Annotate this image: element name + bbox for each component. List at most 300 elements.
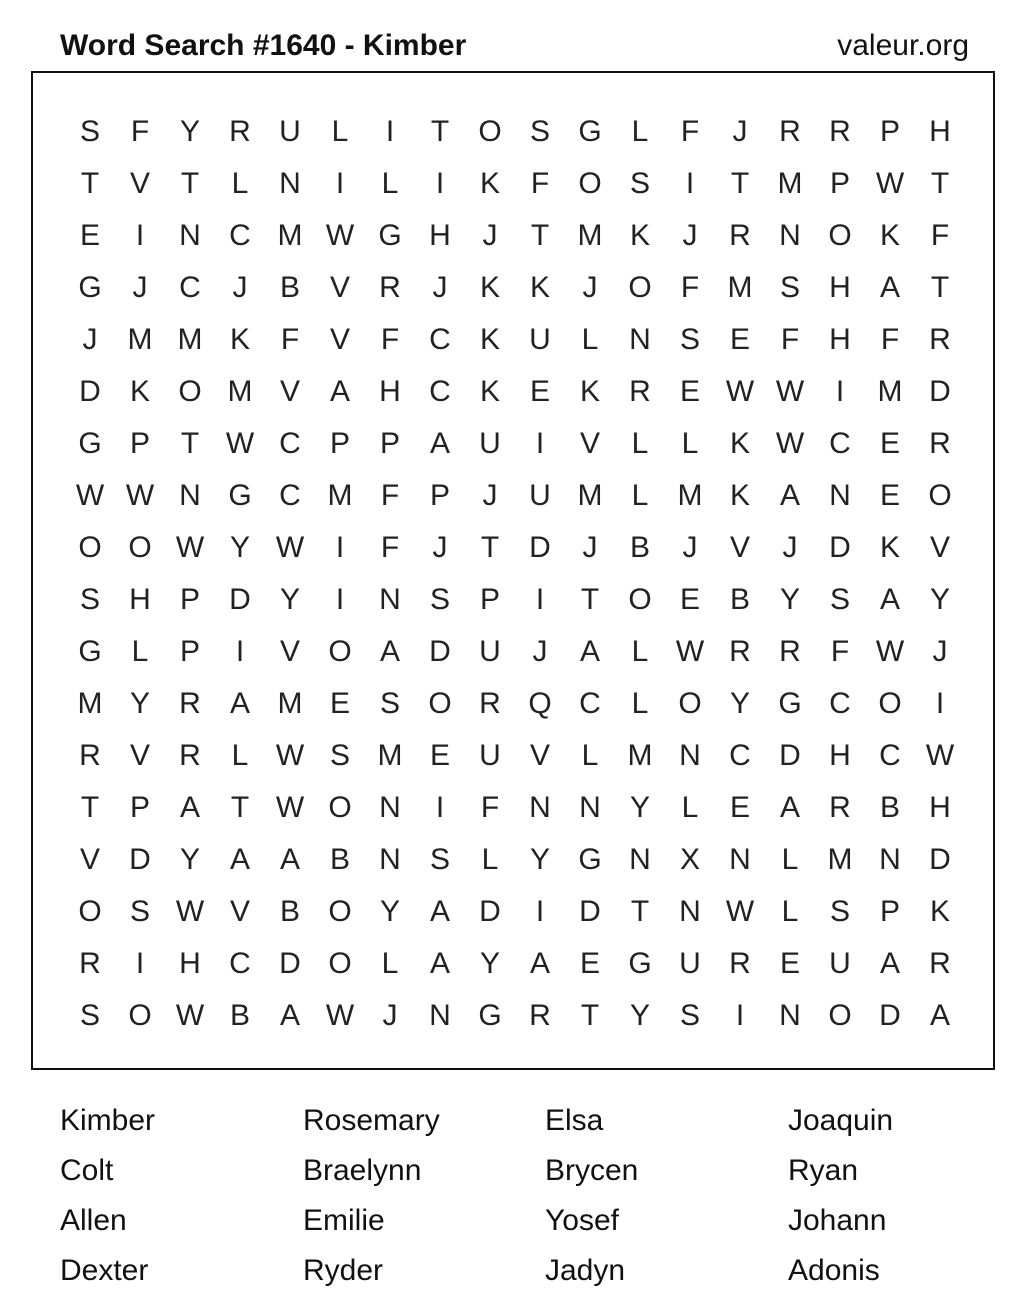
grid-cell[interactable]: O	[128, 999, 152, 1032]
grid-cell[interactable]: A	[279, 843, 300, 876]
grid-cell[interactable]: N	[629, 323, 651, 356]
grid-cell[interactable]: O	[78, 895, 102, 928]
grid-cell[interactable]: A	[879, 947, 900, 980]
grid-cell[interactable]: N	[729, 843, 751, 876]
grid-cell[interactable]: D	[79, 375, 101, 408]
grid-cell[interactable]: N	[629, 843, 651, 876]
grid-cell[interactable]: M	[227, 375, 253, 408]
grid-cell[interactable]: Y	[479, 947, 500, 980]
grid-cell[interactable]: W	[125, 479, 155, 512]
grid-cell[interactable]: N	[779, 999, 801, 1032]
grid-cell[interactable]: R	[929, 323, 951, 356]
grid-cell[interactable]: A	[879, 583, 900, 616]
grid-cell[interactable]: M	[577, 479, 603, 512]
grid-cell[interactable]: Y	[529, 843, 550, 876]
grid-cell[interactable]: N	[379, 843, 401, 876]
grid-cell[interactable]: O	[628, 583, 652, 616]
grid-cell[interactable]: W	[775, 375, 805, 408]
grid-cell[interactable]: O	[328, 895, 352, 928]
grid-cell[interactable]: E	[879, 427, 900, 460]
grid-cell[interactable]: L	[581, 739, 599, 772]
grid-cell[interactable]: W	[725, 375, 755, 408]
grid-cell[interactable]: N	[679, 739, 701, 772]
grid-cell[interactable]: N	[379, 791, 401, 824]
grid-cell[interactable]: Y	[229, 531, 250, 564]
grid-cell[interactable]: F	[480, 791, 500, 824]
grid-cell[interactable]: B	[279, 895, 300, 928]
grid-cell[interactable]: N	[179, 479, 201, 512]
grid-cell[interactable]: I	[335, 583, 345, 616]
grid-cell[interactable]: C	[729, 739, 751, 772]
grid-cell[interactable]: S	[379, 687, 400, 720]
grid-cell[interactable]: R	[229, 115, 251, 148]
grid-cell[interactable]: J	[482, 219, 498, 252]
grid-cell[interactable]: L	[631, 115, 649, 148]
grid-cell[interactable]: J	[682, 219, 698, 252]
grid-cell[interactable]: H	[179, 947, 201, 980]
grid-cell[interactable]: G	[578, 843, 602, 876]
grid-cell[interactable]: H	[829, 739, 851, 772]
grid-cell[interactable]: J	[132, 271, 148, 304]
grid-cell[interactable]: F	[680, 115, 700, 148]
grid-cell[interactable]: Y	[179, 115, 200, 148]
grid-cell[interactable]: Y	[729, 687, 750, 720]
grid-cell[interactable]: G	[78, 427, 102, 460]
grid-cell[interactable]: V	[329, 323, 350, 356]
grid-cell[interactable]: P	[179, 583, 200, 616]
grid-cell[interactable]: M	[577, 219, 603, 252]
grid-cell[interactable]: S	[79, 115, 100, 148]
grid-cell[interactable]: A	[229, 687, 250, 720]
grid-cell[interactable]: P	[879, 895, 900, 928]
grid-cell[interactable]: E	[879, 479, 900, 512]
grid-cell[interactable]: G	[378, 219, 402, 252]
grid-cell[interactable]: J	[82, 323, 98, 356]
grid-cell[interactable]: U	[479, 427, 501, 460]
grid-cell[interactable]: M	[827, 843, 853, 876]
grid-cell[interactable]: R	[629, 375, 651, 408]
grid-cell[interactable]: H	[829, 323, 851, 356]
grid-cell[interactable]: D	[929, 843, 951, 876]
grid-cell[interactable]: E	[579, 947, 600, 980]
grid-cell[interactable]: L	[381, 947, 399, 980]
grid-cell[interactable]: W	[225, 427, 255, 460]
grid-cell[interactable]: J	[682, 531, 698, 564]
grid-cell[interactable]: F	[530, 167, 550, 200]
grid-cell[interactable]: H	[929, 791, 951, 824]
grid-cell[interactable]: W	[675, 635, 705, 668]
grid-cell[interactable]: L	[331, 115, 349, 148]
grid-cell[interactable]: R	[929, 427, 951, 460]
grid-cell[interactable]: J	[782, 531, 798, 564]
grid-cell[interactable]: L	[231, 739, 249, 772]
grid-cell[interactable]: D	[829, 531, 851, 564]
grid-cell[interactable]: Y	[929, 583, 950, 616]
grid-cell[interactable]: N	[579, 791, 601, 824]
grid-cell[interactable]: R	[929, 947, 951, 980]
grid-cell[interactable]: W	[275, 531, 305, 564]
grid-cell[interactable]: I	[835, 375, 845, 408]
grid-cell[interactable]: O	[328, 947, 352, 980]
grid-cell[interactable]: N	[879, 843, 901, 876]
grid-cell[interactable]: D	[929, 375, 951, 408]
grid-cell[interactable]: R	[179, 739, 201, 772]
grid-cell[interactable]: R	[829, 115, 851, 148]
grid-cell[interactable]: W	[325, 999, 355, 1032]
grid-cell[interactable]: S	[429, 843, 450, 876]
grid-cell[interactable]: T	[730, 167, 750, 200]
grid-cell[interactable]: U	[679, 947, 701, 980]
grid-cell[interactable]: P	[479, 583, 500, 616]
grid-cell[interactable]: E	[679, 375, 700, 408]
grid-cell[interactable]: N	[429, 999, 451, 1032]
grid-cell[interactable]: D	[779, 739, 801, 772]
grid-cell[interactable]: B	[879, 791, 900, 824]
grid-cell[interactable]: W	[925, 739, 955, 772]
grid-cell[interactable]: T	[230, 791, 250, 824]
grid-cell[interactable]: L	[681, 427, 699, 460]
grid-cell[interactable]: W	[175, 531, 205, 564]
grid-cell[interactable]: O	[428, 687, 452, 720]
grid-cell[interactable]: F	[880, 323, 900, 356]
grid-cell[interactable]: V	[729, 531, 750, 564]
grid-cell[interactable]: O	[328, 635, 352, 668]
grid-cell[interactable]: R	[79, 947, 101, 980]
grid-cell[interactable]: A	[429, 947, 450, 980]
grid-cell[interactable]: S	[779, 271, 800, 304]
grid-cell[interactable]: H	[129, 583, 151, 616]
grid-cell[interactable]: A	[529, 947, 550, 980]
grid-cell[interactable]: J	[432, 271, 448, 304]
grid-cell[interactable]: V	[129, 739, 150, 772]
grid-cell[interactable]: Y	[779, 583, 800, 616]
grid-cell[interactable]: C	[429, 375, 451, 408]
grid-cell[interactable]: W	[875, 167, 905, 200]
grid-cell[interactable]: S	[429, 583, 450, 616]
grid-cell[interactable]: F	[130, 115, 150, 148]
grid-cell[interactable]: N	[779, 219, 801, 252]
grid-cell[interactable]: S	[629, 167, 650, 200]
grid-cell[interactable]: R	[479, 687, 501, 720]
grid-cell[interactable]: R	[179, 687, 201, 720]
grid-cell[interactable]: S	[129, 895, 150, 928]
grid-cell[interactable]: L	[631, 479, 649, 512]
grid-cell[interactable]: R	[79, 739, 101, 772]
grid-cell[interactable]: U	[279, 115, 301, 148]
grid-cell[interactable]: W	[275, 739, 305, 772]
grid-cell[interactable]: I	[435, 791, 445, 824]
grid-cell[interactable]: B	[729, 583, 750, 616]
grid-cell[interactable]: M	[177, 323, 203, 356]
grid-cell[interactable]: I	[135, 219, 145, 252]
grid-cell[interactable]: U	[479, 635, 501, 668]
grid-cell[interactable]: N	[179, 219, 201, 252]
grid-cell[interactable]: R	[529, 999, 551, 1032]
grid-cell[interactable]: O	[878, 687, 902, 720]
grid-cell[interactable]: J	[582, 531, 598, 564]
grid-cell[interactable]: R	[379, 271, 401, 304]
grid-cell[interactable]: T	[530, 219, 550, 252]
grid-cell[interactable]: H	[429, 219, 451, 252]
grid-cell[interactable]: E	[729, 791, 750, 824]
grid-cell[interactable]: E	[729, 323, 750, 356]
grid-cell[interactable]: I	[935, 687, 945, 720]
grid-cell[interactable]: N	[679, 895, 701, 928]
grid-cell[interactable]: O	[78, 531, 102, 564]
grid-cell[interactable]: J	[432, 531, 448, 564]
grid-cell[interactable]: L	[581, 323, 599, 356]
grid-cell[interactable]: O	[828, 219, 852, 252]
grid-cell[interactable]: V	[279, 635, 300, 668]
grid-cell[interactable]: J	[482, 479, 498, 512]
grid-cell[interactable]: P	[379, 427, 400, 460]
grid-cell[interactable]: A	[879, 271, 900, 304]
grid-cell[interactable]: M	[377, 739, 403, 772]
grid-cell[interactable]: T	[180, 427, 200, 460]
grid-cell[interactable]: U	[529, 479, 551, 512]
grid-cell[interactable]: A	[179, 791, 200, 824]
grid-cell[interactable]: N	[279, 167, 301, 200]
grid-cell[interactable]: I	[335, 167, 345, 200]
grid-cell[interactable]: W	[175, 999, 205, 1032]
grid-cell[interactable]: F	[380, 531, 400, 564]
grid-cell[interactable]: P	[329, 427, 350, 460]
grid-cell[interactable]: I	[235, 635, 245, 668]
grid-cell[interactable]: W	[175, 895, 205, 928]
grid-cell[interactable]: M	[77, 687, 103, 720]
grid-cell[interactable]: F	[780, 323, 800, 356]
grid-cell[interactable]: A	[279, 999, 300, 1032]
grid-cell[interactable]: D	[279, 947, 301, 980]
grid-cell[interactable]: H	[379, 375, 401, 408]
grid-cell[interactable]: L	[781, 895, 799, 928]
grid-cell[interactable]: S	[829, 583, 850, 616]
grid-cell[interactable]: G	[228, 479, 252, 512]
grid-cell[interactable]: O	[928, 479, 952, 512]
grid-cell[interactable]: A	[929, 999, 950, 1032]
grid-cell[interactable]: Y	[629, 999, 650, 1032]
grid-cell[interactable]: M	[727, 271, 753, 304]
grid-cell[interactable]: S	[679, 323, 700, 356]
grid-cell[interactable]: K	[629, 219, 650, 252]
grid-cell[interactable]: C	[829, 687, 851, 720]
grid-cell[interactable]: C	[229, 947, 251, 980]
grid-cell[interactable]: A	[429, 895, 450, 928]
grid-cell[interactable]: B	[329, 843, 350, 876]
grid-cell[interactable]: M	[877, 375, 903, 408]
grid-cell[interactable]: E	[329, 687, 350, 720]
grid-cell[interactable]: M	[627, 739, 653, 772]
grid-cell[interactable]: K	[479, 375, 500, 408]
grid-cell[interactable]: W	[775, 427, 805, 460]
grid-cell[interactable]: W	[325, 219, 355, 252]
grid-cell[interactable]: J	[382, 999, 398, 1032]
grid-cell[interactable]: B	[629, 531, 650, 564]
grid-cell[interactable]: V	[129, 167, 150, 200]
grid-cell[interactable]: F	[830, 635, 850, 668]
grid-cell[interactable]: Y	[629, 791, 650, 824]
grid-cell[interactable]: W	[275, 791, 305, 824]
grid-cell[interactable]: C	[429, 323, 451, 356]
grid-cell[interactable]: S	[79, 999, 100, 1032]
grid-cell[interactable]: I	[535, 583, 545, 616]
grid-cell[interactable]: R	[729, 947, 751, 980]
grid-cell[interactable]: V	[229, 895, 250, 928]
grid-cell[interactable]: D	[429, 635, 451, 668]
grid-cell[interactable]: S	[79, 583, 100, 616]
grid-cell[interactable]: H	[829, 271, 851, 304]
grid-cell[interactable]: O	[178, 375, 202, 408]
grid-cell[interactable]: G	[78, 271, 102, 304]
grid-cell[interactable]: T	[580, 583, 600, 616]
grid-cell[interactable]: A	[779, 479, 800, 512]
grid-cell[interactable]: Y	[179, 843, 200, 876]
grid-cell[interactable]: X	[679, 843, 700, 876]
grid-cell[interactable]: V	[79, 843, 100, 876]
grid-cell[interactable]: E	[529, 375, 550, 408]
grid-cell[interactable]: P	[879, 115, 900, 148]
grid-cell[interactable]: K	[229, 323, 250, 356]
grid-cell[interactable]: M	[327, 479, 353, 512]
grid-cell[interactable]: U	[829, 947, 851, 980]
grid-cell[interactable]: T	[430, 115, 450, 148]
grid-cell[interactable]: G	[78, 635, 102, 668]
grid-cell[interactable]: L	[631, 427, 649, 460]
grid-cell[interactable]: P	[129, 427, 150, 460]
grid-cell[interactable]: V	[529, 739, 550, 772]
grid-cell[interactable]: K	[479, 167, 500, 200]
grid-cell[interactable]: K	[529, 271, 550, 304]
grid-cell[interactable]: W	[75, 479, 105, 512]
grid-cell[interactable]: A	[429, 427, 450, 460]
grid-cell[interactable]: U	[529, 323, 551, 356]
grid-cell[interactable]: T	[930, 167, 950, 200]
grid-cell[interactable]: B	[229, 999, 250, 1032]
grid-cell[interactable]: C	[279, 427, 301, 460]
grid-cell[interactable]: K	[579, 375, 600, 408]
grid-cell[interactable]: L	[681, 791, 699, 824]
grid-cell[interactable]: K	[729, 479, 750, 512]
grid-cell[interactable]: V	[279, 375, 300, 408]
grid-cell[interactable]: M	[277, 219, 303, 252]
grid-cell[interactable]: T	[630, 895, 650, 928]
grid-cell[interactable]: L	[381, 167, 399, 200]
grid-cell[interactable]: C	[279, 479, 301, 512]
grid-cell[interactable]: M	[777, 167, 803, 200]
grid-cell[interactable]: I	[685, 167, 695, 200]
grid-cell[interactable]: R	[729, 219, 751, 252]
grid-cell[interactable]: P	[829, 167, 850, 200]
grid-cell[interactable]: C	[179, 271, 201, 304]
grid-cell[interactable]: F	[680, 271, 700, 304]
grid-cell[interactable]: D	[229, 583, 251, 616]
grid-cell[interactable]: I	[535, 895, 545, 928]
grid-cell[interactable]: J	[582, 271, 598, 304]
grid-cell[interactable]: D	[879, 999, 901, 1032]
grid-cell[interactable]: B	[279, 271, 300, 304]
grid-cell[interactable]: J	[932, 635, 948, 668]
grid-cell[interactable]: S	[679, 999, 700, 1032]
grid-cell[interactable]: A	[779, 791, 800, 824]
grid-cell[interactable]: T	[930, 271, 950, 304]
grid-cell[interactable]: K	[729, 427, 750, 460]
grid-cell[interactable]: Q	[528, 687, 552, 720]
grid-cell[interactable]: P	[179, 635, 200, 668]
grid-cell[interactable]: V	[579, 427, 600, 460]
grid-cell[interactable]: N	[529, 791, 551, 824]
grid-cell[interactable]: R	[779, 115, 801, 148]
grid-cell[interactable]: Y	[279, 583, 300, 616]
grid-cell[interactable]: S	[829, 895, 850, 928]
grid-cell[interactable]: K	[129, 375, 150, 408]
grid-cell[interactable]: T	[480, 531, 500, 564]
grid-cell[interactable]: I	[385, 115, 395, 148]
grid-cell[interactable]: D	[579, 895, 601, 928]
grid-cell[interactable]: R	[829, 791, 851, 824]
grid-cell[interactable]: G	[628, 947, 652, 980]
grid-cell[interactable]: C	[579, 687, 601, 720]
grid-cell[interactable]: N	[829, 479, 851, 512]
grid-cell[interactable]: K	[479, 271, 500, 304]
grid-cell[interactable]: K	[879, 219, 900, 252]
grid-cell[interactable]: W	[875, 635, 905, 668]
grid-cell[interactable]: M	[277, 687, 303, 720]
grid-cell[interactable]: I	[535, 427, 545, 460]
grid-cell[interactable]: O	[478, 115, 502, 148]
grid-cell[interactable]: S	[329, 739, 350, 772]
grid-cell[interactable]: O	[628, 271, 652, 304]
grid-cell[interactable]: C	[229, 219, 251, 252]
grid-cell[interactable]: R	[779, 635, 801, 668]
grid-cell[interactable]: L	[231, 167, 249, 200]
grid-cell[interactable]: L	[481, 843, 499, 876]
grid-cell[interactable]: A	[579, 635, 600, 668]
grid-cell[interactable]: O	[578, 167, 602, 200]
grid-cell[interactable]: D	[479, 895, 501, 928]
grid-cell[interactable]: D	[529, 531, 551, 564]
grid-cell[interactable]: G	[578, 115, 602, 148]
grid-cell[interactable]: S	[529, 115, 550, 148]
grid-cell[interactable]: I	[335, 531, 345, 564]
grid-cell[interactable]: F	[280, 323, 300, 356]
grid-cell[interactable]: G	[478, 999, 502, 1032]
grid-cell[interactable]: L	[631, 635, 649, 668]
grid-cell[interactable]: N	[379, 583, 401, 616]
grid-cell[interactable]: W	[725, 895, 755, 928]
grid-cell[interactable]: V	[929, 531, 950, 564]
grid-cell[interactable]: R	[729, 635, 751, 668]
grid-cell[interactable]: I	[735, 999, 745, 1032]
grid-cell[interactable]: E	[79, 219, 100, 252]
grid-cell[interactable]: E	[779, 947, 800, 980]
grid-cell[interactable]: Y	[129, 687, 150, 720]
grid-cell[interactable]: A	[379, 635, 400, 668]
grid-cell[interactable]: T	[80, 791, 100, 824]
grid-cell[interactable]: C	[829, 427, 851, 460]
grid-cell[interactable]: I	[435, 167, 445, 200]
grid-cell[interactable]: F	[380, 323, 400, 356]
grid-cell[interactable]: H	[929, 115, 951, 148]
grid-cell[interactable]: T	[80, 167, 100, 200]
grid-cell[interactable]: K	[929, 895, 950, 928]
grid-cell[interactable]: C	[879, 739, 901, 772]
grid-cell[interactable]: A	[329, 375, 350, 408]
grid-cell[interactable]: J	[532, 635, 548, 668]
grid-cell[interactable]: U	[479, 739, 501, 772]
grid-cell[interactable]: K	[479, 323, 500, 356]
grid-cell[interactable]: A	[229, 843, 250, 876]
grid-cell[interactable]: Y	[379, 895, 400, 928]
